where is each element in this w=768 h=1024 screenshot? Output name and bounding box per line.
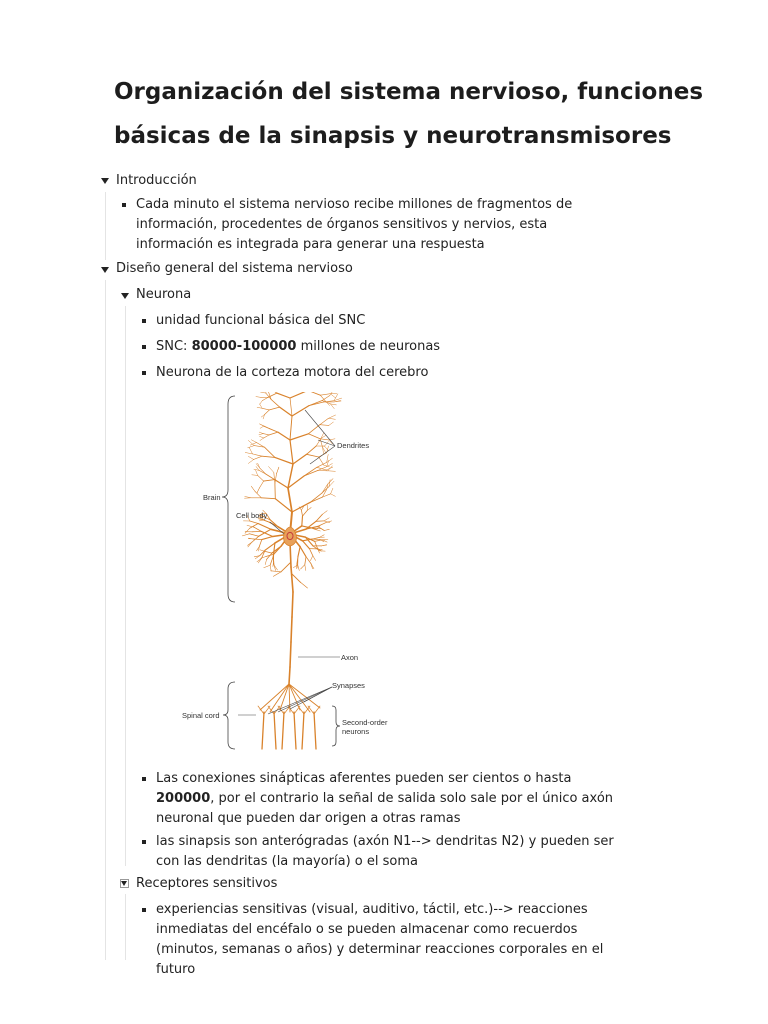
neuron-branch: [320, 439, 329, 440]
neuron-branch: [308, 434, 320, 439]
neuron-branch: [265, 559, 266, 564]
neuron-branch: [303, 510, 308, 516]
neuron-branch: [248, 460, 253, 464]
neuron-branch: [290, 642, 291, 667]
neuron-branch: [290, 392, 308, 398]
neuron-branch: [259, 540, 261, 547]
neuron-branch: [262, 712, 264, 749]
neuron-branch: [313, 556, 316, 561]
neuron-branch: [277, 393, 290, 398]
neuron-branch: [316, 514, 322, 521]
neuron-branch: [251, 440, 256, 443]
neuron-branch: [314, 712, 316, 749]
neuron-branch: [315, 540, 323, 542]
neuron-branch: [261, 498, 275, 499]
label-synapses: Synapses: [332, 681, 365, 690]
leader-lines: [238, 410, 340, 715]
neurona-item-4-rest: contrario la señal de salida solo sale por el único axón neuronal que pueden dar origen a otras ramas: [156, 791, 614, 826]
neurona-item-3: Neurona de la corteza motora del cerebro: [156, 365, 429, 380]
neuron-branch: [257, 488, 260, 493]
label-second-order-2: neurons: [342, 727, 370, 736]
neuron-branch: [264, 565, 270, 568]
neuron-branch: [331, 494, 336, 497]
neuron-branch: [314, 706, 320, 714]
neuron-branch: [266, 392, 267, 393]
neuron-branch: [269, 467, 274, 473]
neuron-branch: [265, 551, 272, 553]
neuron-branch: [270, 429, 278, 432]
neuron-branch: [301, 582, 308, 588]
bullet-icon: [142, 908, 146, 912]
neuron-branch: [309, 549, 312, 556]
neuron-branch: [308, 392, 320, 395]
neuron-branch: [255, 492, 261, 498]
neuron-branch: [249, 534, 258, 536]
neuron-branch: [260, 436, 264, 438]
neuron-branch: [245, 497, 252, 498]
neuron-branch: [278, 432, 290, 440]
neuron-branch: [320, 395, 325, 401]
neuron-branch: [264, 435, 270, 438]
neuron-branch: [260, 426, 264, 428]
bullet-icon: [142, 371, 146, 375]
neuron-branch: [261, 557, 266, 559]
neuron-branch: [259, 481, 263, 488]
neuron-branch: [292, 592, 293, 617]
collapse-toggle-icon[interactable]: [101, 267, 109, 273]
neuron-branch: [316, 530, 320, 531]
neuron-branch: [260, 401, 263, 405]
neuron-branch: [259, 432, 263, 434]
neuron-branch: [292, 574, 301, 582]
neuron-branch: [298, 706, 304, 714]
neuron-branch: [322, 396, 330, 401]
neuron-branch: [242, 534, 249, 536]
neuron-branch: [277, 467, 279, 474]
neuron-branch: [260, 550, 265, 552]
neuron-branch: [329, 418, 336, 419]
label-axon: Axon: [341, 653, 359, 662]
section-design-heading: Diseño general del sistema nervioso: [116, 261, 353, 276]
neuron-branch: [265, 543, 275, 550]
neuron-branch: [290, 398, 292, 416]
label-second-order-1: Second-order: [342, 718, 388, 727]
neuron-branch: [301, 565, 305, 569]
neuron-branch: [263, 434, 269, 435]
neurona-item-4-prefix: Las conexiones sinápticas aferentes pueden ser cientos o hasta: [156, 771, 572, 786]
second-order-bracket: [332, 706, 340, 746]
neuron-branch: [305, 557, 306, 565]
outline-guide-3: [125, 306, 126, 866]
bullet-icon: [142, 345, 146, 349]
bullet-icon: [142, 319, 146, 323]
neuron-branch: [289, 667, 290, 684]
neuron-branch: [306, 557, 311, 564]
neuron-branch: [300, 547, 306, 557]
neuron-branch: [260, 392, 266, 393]
neuron-branch: [280, 407, 292, 416]
neuron-branch: [305, 565, 306, 571]
neuron-branch: [270, 556, 273, 565]
bullet-icon: [142, 840, 146, 844]
collapse-toggle-icon[interactable]: [121, 293, 129, 299]
neurona-item-1: unidad funcional básica del SNC: [156, 313, 366, 328]
neuron-branch: [262, 398, 268, 401]
neuron-branch: [320, 425, 329, 426]
neuron-branch: [265, 447, 275, 457]
neuron-branch: [320, 394, 330, 396]
neurona-item-2-number: 80000-100000: [191, 339, 297, 354]
neuron-branch: [275, 474, 277, 484]
neuron-branch: [271, 400, 279, 408]
neuron-branch: [293, 454, 307, 464]
neuron-branch: [303, 541, 310, 549]
label-brain: Brain: [203, 493, 221, 502]
outline-guide-4: [125, 894, 126, 960]
neuron-branch: [281, 562, 291, 572]
neuron-branch: [275, 457, 293, 464]
neuron-branch: [313, 546, 320, 551]
neurona-item-4-suffix: , por el: [210, 791, 256, 806]
label-dendrites: Dendrites: [337, 441, 370, 450]
neuron-branch: [256, 470, 258, 475]
neuron-branch: [290, 416, 292, 440]
neuron-branch: [258, 524, 271, 530]
label-cell-body: Cell body: [236, 511, 268, 520]
spinal-bracket: [223, 682, 235, 749]
neuron-branch: [260, 438, 264, 441]
label-spinal-cord: Spinal cord: [182, 711, 220, 720]
neuron-branch: [307, 454, 319, 457]
neuron-branch: [302, 516, 303, 526]
neuron-branch: [290, 434, 308, 440]
neurona-item-2-suffix: millones de neuronas: [296, 339, 441, 354]
neuron-branch: [269, 392, 277, 393]
neuron-branch: [301, 510, 302, 516]
collapse-toggle-icon[interactable]: [120, 879, 129, 888]
neuron-branch: [245, 453, 252, 454]
neuron-figure: [180, 392, 580, 752]
neuron-branch: [296, 564, 297, 569]
neuron-branch: [331, 488, 333, 494]
neuron-branch: [291, 617, 292, 642]
neuron-branch: [274, 712, 276, 749]
neurona-item-4-number: 200000: [156, 791, 211, 806]
neuron-branch: [252, 475, 258, 476]
page-title: Organización del sistema nervioso, funciones básicas de la sinapsis y neurotransmisores: [114, 79, 704, 149]
neuron-drawing: [242, 392, 341, 749]
neuron-branch: [271, 571, 281, 572]
neuron-soma: [284, 527, 297, 546]
receptores-item-1: experiencias sensitivas (visual, auditivo, táctil, etc.)--> reacciones inmediatas del encéfalo o se pueden almacenar como recuerdos (minutos, semanas o años) y determinar reacciones corporales en el futuro: [156, 902, 604, 977]
neuron-branch: [254, 456, 262, 459]
brain-bracket: [222, 396, 235, 602]
neuron-branch: [248, 456, 253, 459]
receptores-heading: Receptores sensitivos: [136, 876, 278, 891]
outline-guide-2: [105, 280, 106, 960]
neuron-branch: [251, 486, 255, 491]
collapse-toggle-icon[interactable]: [101, 178, 109, 184]
neuron-branch: [266, 474, 275, 480]
neurona-item-2-prefix: SNC:: [156, 339, 192, 354]
neuron-branch: [293, 565, 297, 568]
neuron-branch: [324, 529, 329, 530]
neuron-branch: [264, 426, 270, 429]
neuron-branch: [291, 567, 293, 592]
neurona-item-5: las sinapsis son anterógradas (axón N1--> dendritas N2) y pueden ser con las dendritas (la mayoría) o el soma: [156, 834, 614, 869]
outline-guide-1: [105, 192, 106, 260]
neuron-branch: [253, 454, 263, 456]
neuron-branch: [248, 446, 255, 448]
neuron-branch: [288, 488, 292, 512]
section-intro-heading: Introducción: [116, 173, 197, 188]
neuron-branch: [258, 475, 264, 481]
neuron-branch: [322, 511, 327, 515]
bullet-icon: [122, 203, 126, 207]
bullet-icon: [142, 777, 146, 781]
neuron-branch: [260, 424, 264, 426]
neurona-heading: Neurona: [136, 287, 192, 302]
neuron-branch: [329, 415, 336, 418]
neuron-branch: [270, 565, 271, 571]
neuron-branch: [275, 480, 288, 488]
neuron-branch: [269, 432, 278, 435]
neuron-branch: [250, 521, 258, 524]
neuron-branch: [245, 528, 250, 533]
neuron-branch: [256, 397, 261, 398]
neuron-branch: [294, 712, 296, 749]
neuron-branch: [262, 456, 275, 457]
neuron-branch: [319, 457, 324, 465]
neuron-branch: [259, 434, 263, 435]
neurona-item-4: [156, 769, 626, 829]
intro-item: Cada minuto el sistema nervioso recibe millones de fragmentos de información, procedentes de órganos sensitivos y nervios, esta información es integrada para generar una respuesta: [136, 197, 573, 252]
neuron-branch: [282, 712, 284, 749]
neuron-branch: [249, 447, 252, 454]
neuron-branch: [302, 712, 304, 749]
neuron-branch: [262, 408, 269, 410]
neuron-branch: [265, 410, 270, 415]
neuron-branch: [274, 472, 275, 483]
neuron-branch: [330, 394, 335, 398]
neuron-branch: [262, 537, 273, 540]
neuron-branch: [324, 518, 329, 521]
neuron-branch: [298, 547, 300, 557]
neuron-branch: [307, 508, 311, 511]
neuron-branch: [329, 422, 334, 425]
neuron-branch: [264, 480, 275, 482]
neuron-branch: [317, 462, 327, 467]
neuron-branch: [254, 527, 262, 531]
neuron-branch: [292, 406, 309, 416]
neuron-branch: [318, 523, 326, 527]
neuron-branch: [273, 572, 281, 577]
neuron-branch: [290, 440, 293, 464]
neuron-branch: [269, 407, 279, 410]
neuron-branch: [328, 471, 336, 472]
neuron-branch: [273, 562, 274, 567]
neurona-item-2: [156, 337, 440, 357]
neuron-branch: [320, 418, 329, 424]
neuron-branch: [263, 520, 270, 523]
neuron-branch: [310, 556, 312, 561]
neuron-branch: [307, 446, 317, 454]
